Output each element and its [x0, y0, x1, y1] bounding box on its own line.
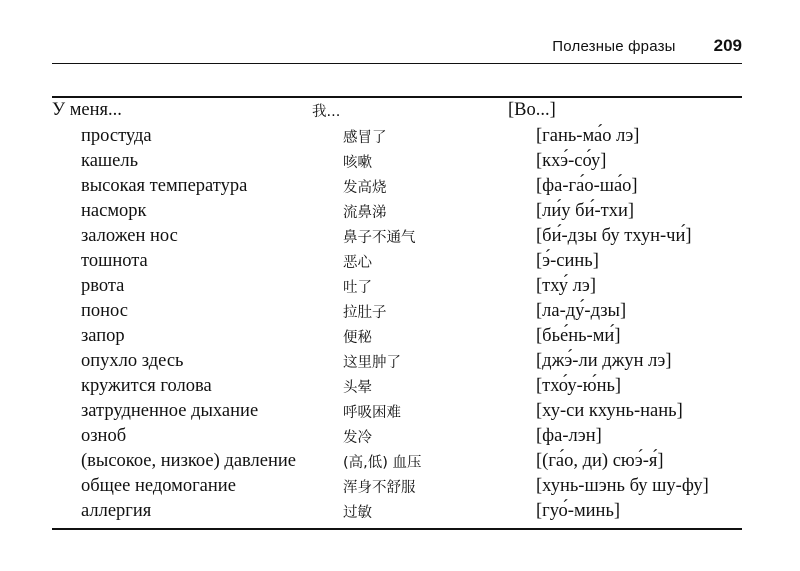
russian-phrase: высокая температура	[81, 176, 248, 196]
transcription: [фа-лэн]	[536, 426, 602, 446]
chinese-phrase: 浑身不舒服	[343, 480, 416, 496]
russian-phrase: аллергия	[81, 501, 152, 521]
transcription: [фа-га́о-ша́о]	[536, 176, 638, 196]
transcription: [тху́ лэ]	[536, 276, 596, 296]
running-head	[552, 36, 742, 60]
table-row	[52, 124, 742, 149]
table-row	[52, 224, 742, 249]
transcription: [би́-дзы бу тхун-чи́]	[536, 226, 692, 246]
table-row	[52, 474, 742, 499]
russian-phrase: кружится голова	[81, 376, 212, 396]
transcription: [ли́у би́-тхи]	[536, 201, 635, 221]
table-row	[52, 149, 742, 174]
table-row	[52, 349, 742, 374]
table-row	[52, 324, 742, 349]
chinese-phrase: 便秘	[343, 330, 372, 346]
table-row	[52, 274, 742, 299]
transcription: [ху-си кхунь-нань]	[536, 401, 683, 421]
chinese-phrase: 流鼻涕	[343, 205, 387, 221]
transcription: [кхэ́-со́у]	[536, 151, 607, 171]
table-row	[52, 199, 742, 224]
chinese-phrase: 拉肚子	[343, 305, 387, 321]
chinese-phrase: 发高烧	[343, 180, 387, 196]
russian-phrase: (высокое, низкое) давление	[81, 451, 296, 471]
russian-phrase: рвота	[81, 276, 125, 296]
transcription: [хунь-шэнь бу шу-фу]	[536, 476, 709, 496]
chinese-phrase: 吐了	[343, 280, 372, 296]
transcription: [ла-ду́-дзы]	[536, 301, 627, 321]
transcription: [гань-ма́о лэ]	[536, 126, 640, 146]
transcription: [тхо́у-ю́нь]	[536, 376, 622, 396]
transcription: [э́-синь]	[536, 251, 599, 271]
table-row	[52, 374, 742, 399]
russian-phrase: кашель	[81, 151, 139, 171]
chinese-phrase: 呼吸困难	[343, 405, 401, 421]
russian-phrase: понос	[81, 301, 128, 321]
russian-phrase: затрудненное дыхание	[81, 401, 259, 421]
russian-phrase: опухло здесь	[81, 351, 184, 371]
russian-phrase: озноб	[81, 426, 127, 446]
russian-phrase: простуда	[81, 126, 152, 146]
table-row	[52, 499, 742, 524]
transcription: [гуо́-минь]	[536, 501, 621, 521]
column-header-chinese: 我...	[312, 104, 341, 120]
table-row	[52, 174, 742, 199]
table-row	[52, 424, 742, 449]
chinese-phrase: 恶心	[343, 255, 372, 271]
table-header-row	[52, 98, 742, 124]
table-row	[52, 399, 742, 424]
chinese-phrase: 发冷	[343, 430, 372, 446]
russian-phrase: тошнота	[81, 251, 148, 271]
russian-phrase: заложен нос	[81, 226, 178, 246]
table-row	[52, 449, 742, 474]
russian-phrase: запор	[81, 326, 125, 346]
chinese-phrase: 头晕	[343, 380, 372, 396]
chinese-phrase: 过敏	[343, 505, 372, 521]
transcription: [(га́о, ди) сюэ́-я́]	[536, 451, 664, 471]
chinese-phrase: 这里肿了	[343, 355, 401, 371]
header-rule	[52, 63, 742, 64]
chinese-phrase: 咳嗽	[343, 155, 372, 171]
column-header-transcription: [Во...]	[508, 100, 556, 120]
russian-phrase: насморк	[81, 201, 147, 221]
column-header-russian: У меня...	[52, 100, 122, 120]
page-number: 209	[713, 36, 742, 55]
phrase-table	[52, 96, 742, 530]
table-body	[52, 124, 742, 524]
table-row	[52, 249, 742, 274]
section-title: Полезные фразы	[552, 38, 676, 55]
chinese-phrase: (高,低) 血压	[343, 455, 422, 471]
transcription: [джэ́-ли джун лэ]	[536, 351, 672, 371]
transcription: [бье́нь-ми́]	[536, 326, 621, 346]
chinese-phrase: 感冒了	[343, 130, 387, 146]
table-row	[52, 299, 742, 324]
chinese-phrase: 鼻子不通气	[343, 230, 416, 246]
russian-phrase: общее недомогание	[81, 476, 236, 496]
